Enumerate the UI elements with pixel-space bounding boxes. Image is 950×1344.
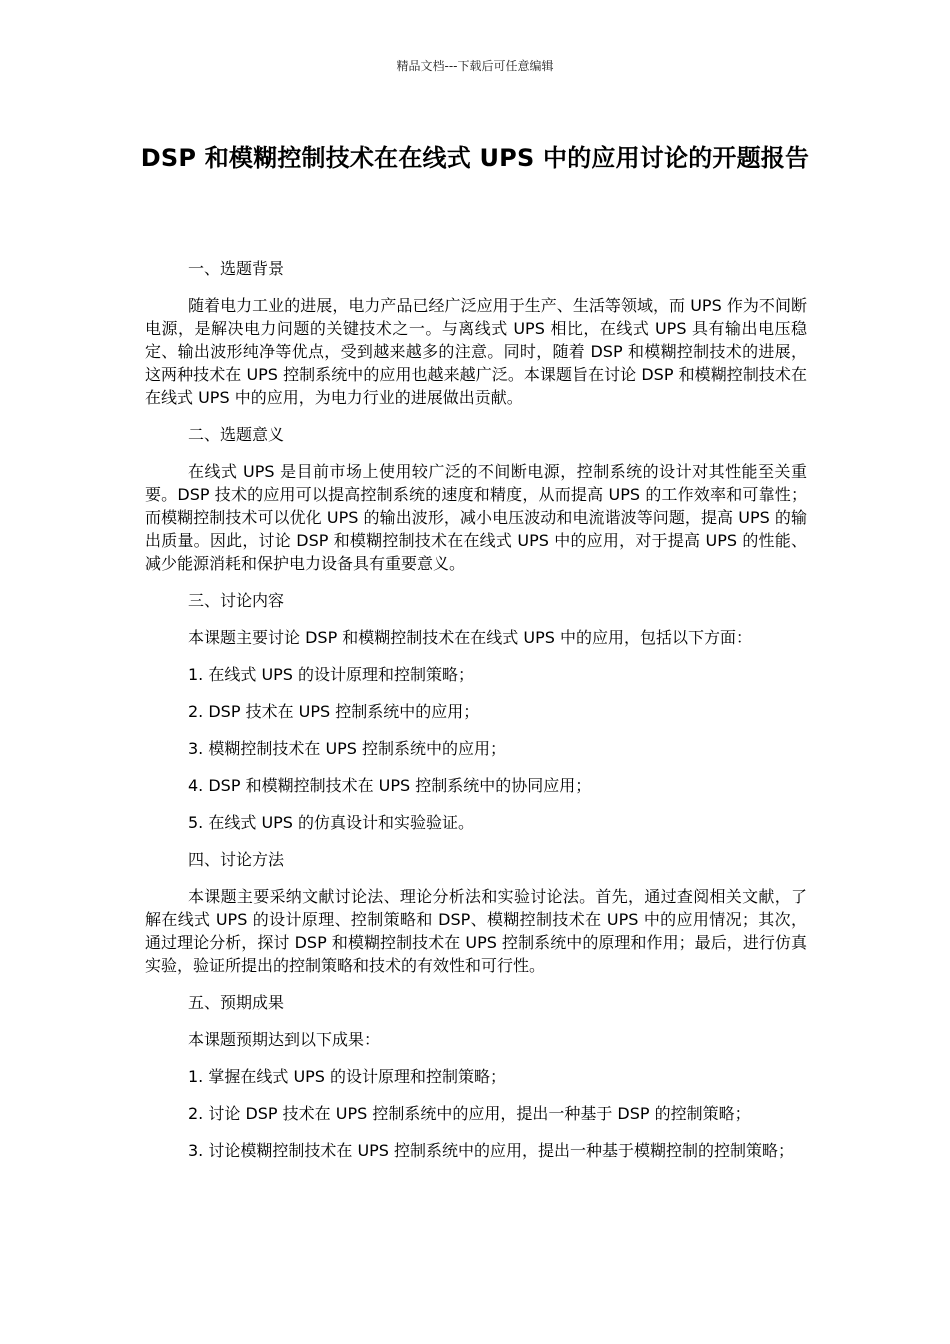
list-item: 3. 讨论模糊控制技术在 UPS 控制系统中的应用，提出一种基于模糊控制的控制策略； (188, 1141, 795, 1160)
document-title: DSP 和模糊控制技术在在线式 UPS 中的应用讨论的开题报告 (140, 144, 810, 172)
list-item: 3. 模糊控制技术在 UPS 控制系统中的应用； (188, 739, 507, 758)
list-item: 5. 在线式 UPS 的仿真设计和实验验证。 (188, 813, 475, 832)
list-item: 2. DSP 技术在 UPS 控制系统中的应用； (188, 702, 480, 721)
list-item: 4. DSP 和模糊控制技术在 UPS 控制系统中的协同应用； (188, 776, 592, 795)
section-heading: 一、选题背景 (188, 259, 285, 278)
section-heading: 二、选题意义 (188, 425, 285, 444)
paragraph: 本课题主要讨论 DSP 和模糊控制技术在在线式 UPS 中的应用，包括以下方面： (188, 628, 752, 647)
document-body (145, 257, 807, 1176)
paragraph: 本课题预期达到以下成果： (188, 1030, 381, 1049)
list-item: 1. 在线式 UPS 的设计原理和控制策略； (188, 665, 475, 684)
paragraph: 随着电力工业的进展，电力产品已经广泛应用于生产、生活等领域，而 UPS 作为不间断电源，是解决电力问题的关键技术之一。与离线式 UPS 相比，在线式 UPS 具有输出电压稳定、输出波形纯净等优点，受到越来越多的注意。同时，随着 DSP 和模糊控制技术的进展，这两种技术在 UPS 控制系统中的应用也越来越广泛。本课题旨在讨论 DSP 和模糊控制技术在在线式 UPS 中的应用，为电力行业的进展做出贡献。 (145, 296, 807, 407)
section-heading: 四、讨论方法 (188, 850, 285, 869)
page-header: 精品文档---下载后可任意编辑 (396, 59, 554, 73)
section-heading: 五、预期成果 (188, 993, 285, 1012)
paragraph: 在线式 UPS 是目前市场上使用较广泛的不间断电源，控制系统的设计对其性能至关重要。DSP 技术的应用可以提高控制系统的速度和精度，从而提高 UPS 的工作效率和可靠性；而模糊控制技术可以优化 UPS 的输出波形，减小电压波动和电流谐波等问题，提高 UPS 的输出质量。因此，讨论 DSP 和模糊控制技术在在线式 UPS 中的应用，对于提高 UPS 的性能、减少能源消耗和保护电力设备具有重要意义。 (145, 462, 807, 573)
list-item: 2. 讨论 DSP 技术在 UPS 控制系统中的应用，提出一种基于 DSP 的控制策略； (188, 1104, 751, 1123)
paragraph: 本课题主要采纳文献讨论法、理论分析法和实验讨论法。首先，通过查阅相关文献，了解在线式 UPS 的设计原理、控制策略和 DSP、模糊控制技术在 UPS 中的应用情况；其次，通过理论分析，探讨 DSP 和模糊控制技术在 UPS 控制系统中的原理和作用；最后，进行仿真实验，验证所提出的控制策略和技术的有效性和可行性。 (145, 887, 807, 975)
section-heading: 三、讨论内容 (188, 591, 285, 610)
list-item: 1. 掌握在线式 UPS 的设计原理和控制策略； (188, 1067, 507, 1086)
